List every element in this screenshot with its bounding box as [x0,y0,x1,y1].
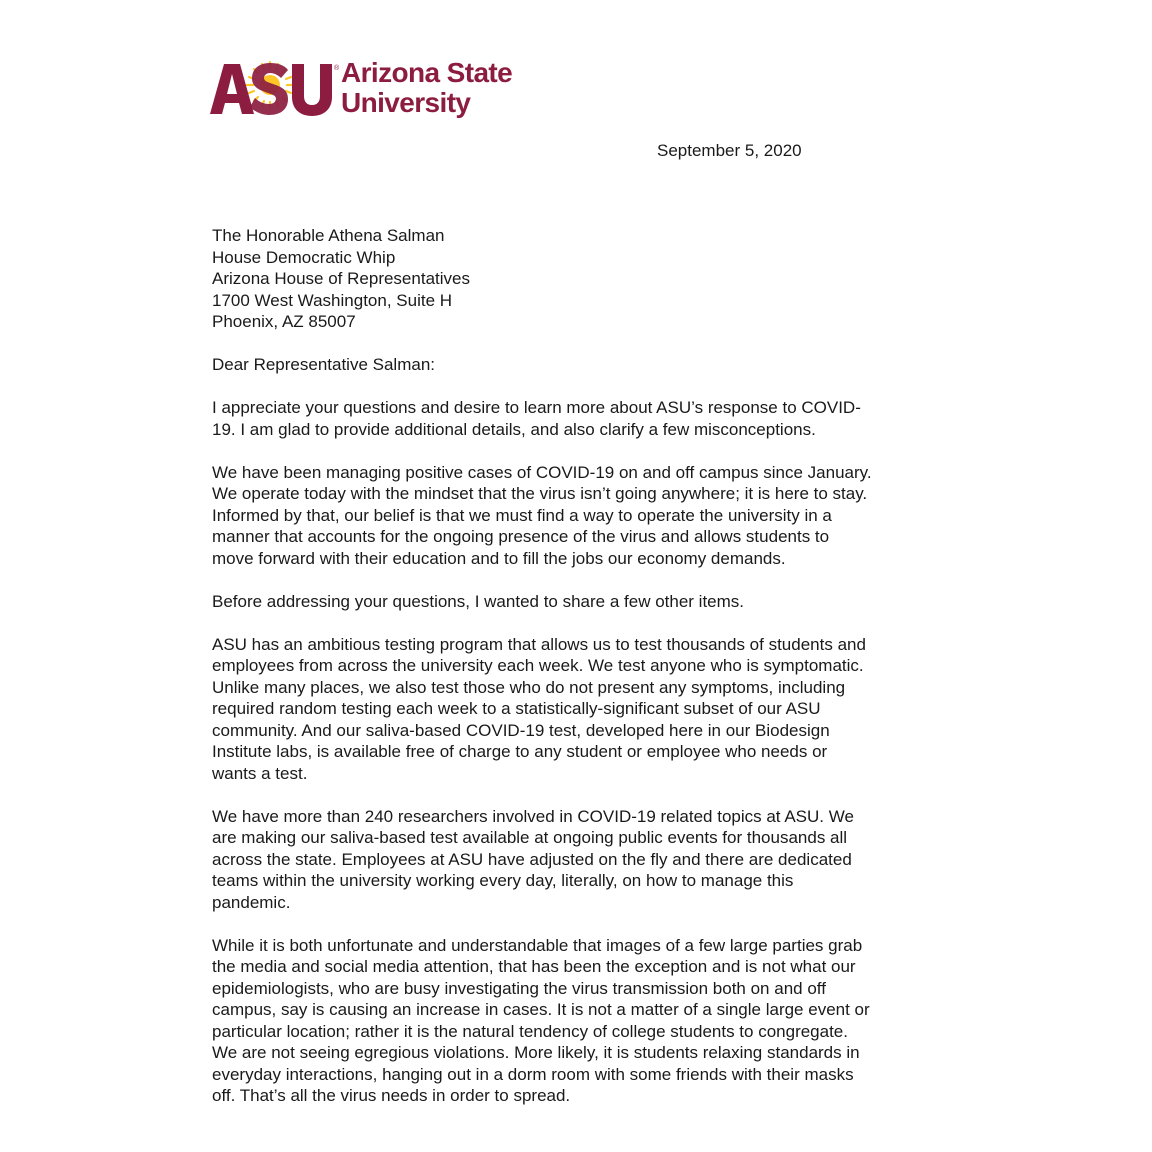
paragraph-line: employees from across the university each week. We test anyone who is symptomatic. [212,656,864,675]
paragraph-line: required random testing each week to a statistically-significant subset of our ASU [212,699,821,718]
paragraph-line: We are not seeing egregious violations. More likely, it is students relaxing standards in [212,1043,860,1062]
address-line: House Democratic Whip [212,247,396,267]
paragraph-testing-program [212,634,952,785]
paragraph-line: community. And our saliva-based COVID-19 test, developed here in our Biodesign [212,720,830,740]
paragraph-before-questions [212,591,952,613]
asu-logo-mark [208,58,340,118]
paragraph-line: manner that accounts for the ongoing presence of the virus and allows students to [212,527,830,546]
university-name [341,58,541,118]
paragraph-line: Informed by that, our belief is that we must find a way to operate the university in a [212,505,832,525]
recipient-address [212,225,952,333]
svg-text:®: ® [334,65,340,72]
paragraph-line: We have been managing positive cases of COVID-19 on and off campus since January. [212,462,872,482]
paragraph-line: particular location; rather it is the natural tendency of college students to congregate. [212,1021,848,1041]
paragraph-line: pandemic. [212,892,291,912]
paragraph-line: wants a test. [212,763,308,783]
letter-date: September 5, 2020 [657,141,802,160]
paragraph-line: are making our saliva-based test available at ongoing public events for thousands all [212,828,848,847]
paragraph-line: epidemiologists, who are busy investigating the virus transmission both on and off [212,978,826,998]
paragraph-line: campus, say is causing an increase in cases. It is not a matter of a single large event or [212,1000,870,1019]
asu-logo [208,58,538,124]
address-line: Arizona House of Representatives [212,269,470,288]
address-line: 1700 West Washington, Suite H [212,290,453,310]
paragraph-line: everyday interactions, hanging out in a dorm room with some friends with their masks [212,1064,854,1084]
paragraph-line: the media and social media attention, that has been the exception and is not what our [212,957,856,976]
paragraph-line: Unlike many places, we also test those who do not present any symptoms, including [212,677,846,697]
paragraph-line: Institute labs, is available free of charge to any student or employee who needs or [212,742,828,761]
university-name-line2: University [341,87,471,118]
paragraph-managing-cases [212,462,952,570]
paragraph-parties [212,935,952,1107]
paragraph-line: move forward with their education and to fill the jobs our economy demands. [212,548,786,568]
paragraph-line: across the state. Employees at ASU have adjusted on the fly and there are dedicated [212,849,852,869]
salutation: Dear Representative Salman: [212,355,436,374]
paragraph-researchers [212,806,952,914]
paragraph-line: ASU has an ambitious testing program that allows us to test thousands of students and [212,634,866,654]
paragraph-line: off. That’s all the virus needs in order to spread. [212,1086,571,1105]
paragraph-line: We have more than 240 researchers involved in COVID-19 related topics at ASU. We [212,806,854,826]
letter-body [212,354,952,1128]
paragraph-line: While it is both unfortunate and understandable that images of a few large parties grab [212,935,863,955]
paragraph-line: teams within the university working every day, literally, on how to manage this [212,871,794,890]
paragraph-line: I appreciate your questions and desire to learn more about ASU’s response to COVID- [212,398,861,417]
paragraph-line: Before addressing your questions, I wanted to share a few other items. [212,591,745,611]
paragraph-line: We operate today with the mindset that the virus isn’t going anywhere; it is here to stay. [212,484,868,503]
address-line: The Honorable Athena Salman [212,226,445,245]
paragraph-intro [212,397,952,440]
paragraph-line: 19. I am glad to provide additional details, and also clarify a few misconceptions. [212,419,816,439]
university-name-line1: Arizona State [341,57,513,88]
address-line: Phoenix, AZ 85007 [212,312,356,331]
